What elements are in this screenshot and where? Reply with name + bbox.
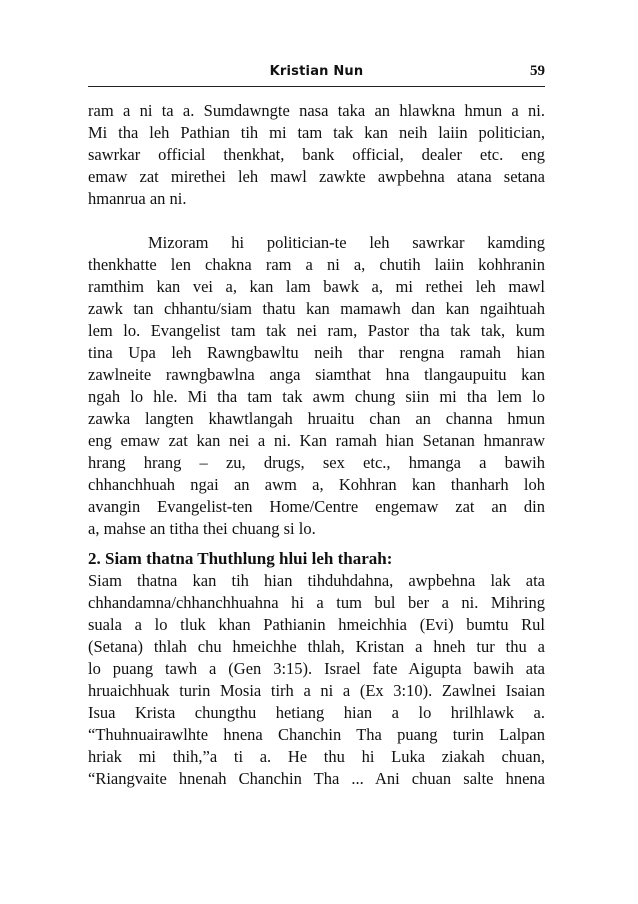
text-line: Mizoram hi politician-te leh sawrkar kamding (148, 233, 545, 252)
text-line: suala a lo tluk khan Pathianin hmeichhia (Evi) bumtu Rul (88, 615, 545, 634)
page-header (88, 62, 545, 88)
text-line: eng emaw zat kan nei a ni. Kan ramah hian Setanan hmanraw (88, 431, 545, 450)
section-heading: 2. Siam thatna Thuthlung hlui leh tharah: (88, 549, 393, 568)
text-line: sawrkar official thenkhat, bank official, dealer etc. eng (88, 145, 545, 164)
paragraph-1 (88, 100, 545, 210)
text-line: (Setana) thlah chu hmeichhe thlah, Kristan a hneh tur thu a (88, 637, 545, 656)
text-line: avangin Evangelist-ten Home/Centre engemaw zat an din (88, 497, 545, 516)
text-line: a, mahse an titha thei chuang si lo. (88, 519, 316, 538)
text-line: chhanchhuah ngai an awm a, Kohhran kan thanharh loh (88, 475, 545, 494)
text-line: ngah lo hle. Mi tha tam tak awm chung siin mi tha lem lo (88, 387, 545, 406)
paragraph-gap (88, 210, 545, 232)
header-rule (88, 86, 545, 87)
text-line: hrang hrang – zu, drugs, sex etc., hmanga a bawih (88, 453, 545, 472)
paragraph-3 (88, 570, 545, 790)
text-line: hmanrua an ni. (88, 189, 187, 208)
text-line: Isua Krista chungthu hetiang hian a lo hrilhlawk a. (88, 703, 545, 722)
text-line: Siam thatna kan tih hian tihduhdahna, awpbehna lak ata (88, 571, 545, 590)
paragraph-2 (88, 232, 545, 540)
text-line: zawlneite rawngbawlna anga siamthat hna tlangaupuitu kan (88, 365, 545, 384)
text-line: chhandamna/chhanchhuahna hi a tum bul ber a ni. Mihring (88, 593, 545, 612)
text-line: lo puang tawh a (Gen 3:15). Israel fate Aigupta bawih ata (88, 659, 545, 678)
text-line: ramthim kan vei a, kan lam bawk a, mi rethei leh mawl (88, 277, 545, 296)
text-line: “Riangvaite hnenah Chanchin Tha ... Ani chuan salte hnena (88, 769, 545, 788)
text-line: hruaichhuak turin Mosia tirh a ni a (Ex 3:10). Zawlnei Isaian (88, 681, 545, 700)
text-line: zawk tan chhantu/siam thatu kan mamawh dan kan ngaihtuah (88, 299, 545, 318)
text-line: lem lo. Evangelist tam tak nei ram, Pastor tha tak tak, kum (88, 321, 545, 340)
text-line: emaw zat mirethei leh mawl zawkte awpbehna atana setana (88, 167, 545, 186)
text-line: zawka langten khawtlangah hruaitu chan an channa hmun (88, 409, 545, 428)
text-line: Mi tha leh Pathian tih mi tam tak kan neih laiin politician, (88, 123, 545, 142)
text-line: “Thuhnuairawlhte hnena Chanchin Tha puang turin Lalpan (88, 725, 545, 744)
text-line: hriak mi thih,”a ti a. He thu hi Luka ziakah chuan, (88, 747, 545, 766)
page-number: 59 (530, 63, 545, 79)
text-line: thenkhatte len chakna ram a ni a, chutih laiin kohhranin (88, 255, 545, 274)
running-title: Kristian Nun (269, 64, 364, 79)
page-body (88, 100, 545, 790)
text-line: ram a ni ta a. Sumdawngte nasa taka an hlawkna hmun a ni. (88, 101, 545, 120)
text-line: tina Upa leh Rawngbawltu neih thar rengna ramah hian (88, 343, 545, 362)
